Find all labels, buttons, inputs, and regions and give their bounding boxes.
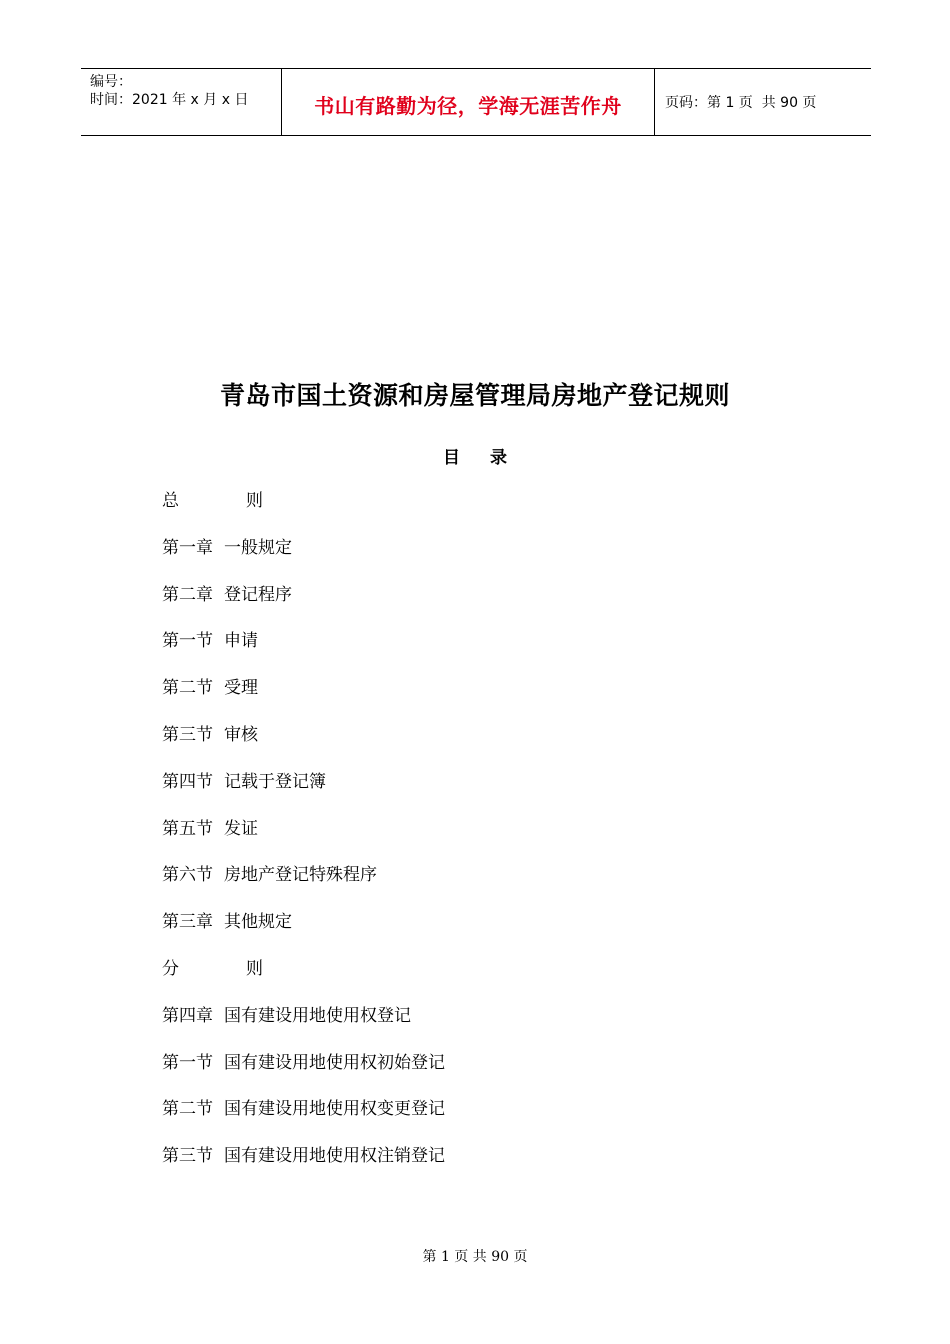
header-meta (81, 69, 282, 135)
toc-item-text: 其他规定 (224, 912, 292, 933)
toc-item[interactable] (162, 862, 445, 909)
toc-item-number: 第三章 (162, 912, 213, 933)
page-header (81, 68, 871, 136)
toc-item[interactable] (162, 675, 445, 722)
toc-item-text: 审核 (224, 724, 258, 745)
toc-item[interactable] (162, 628, 445, 675)
toc-item-number: 第四章 (162, 1005, 213, 1026)
toc-item[interactable] (162, 816, 445, 863)
toc-item-number: 第一节 (162, 631, 213, 652)
toc-item[interactable] (162, 1096, 445, 1143)
toc-item-number: 第三节 (162, 1146, 213, 1167)
toc-item[interactable] (162, 1050, 445, 1097)
toc-item[interactable] (162, 1003, 445, 1050)
toc-item-text: 申请 (224, 631, 258, 652)
table-of-contents (162, 488, 445, 1190)
toc-item-text: 受理 (224, 678, 258, 699)
toc-item-text: 国有建设用地使用权注销登记 (224, 1146, 445, 1167)
toc-heading-left: 目 (443, 448, 460, 468)
toc-item[interactable] (162, 909, 445, 956)
document-title: 青岛市国土资源和房屋管理局房地产登记规则 (219, 381, 730, 410)
number-label: 编号： (90, 74, 132, 90)
time-label: 时间：2021 年 x 月 x 日 (90, 92, 249, 108)
toc-item-number: 第二章 (162, 584, 213, 605)
toc-specific-first: 分 (162, 958, 179, 979)
toc-item-number: 第一节 (162, 1052, 213, 1073)
toc-heading (0, 443, 950, 468)
toc-item-text: 发证 (224, 818, 258, 839)
toc-item[interactable] (162, 582, 445, 629)
page-info-text: 页码：第 1 页 共 90 页 (665, 95, 817, 111)
toc-item-number: 第三节 (162, 724, 213, 745)
toc-item-number: 第六节 (162, 865, 213, 886)
toc-item-text: 国有建设用地使用权初始登记 (224, 1052, 445, 1073)
toc-item[interactable] (162, 1143, 445, 1190)
toc-item-general[interactable] (162, 488, 445, 535)
toc-item-text: 记载于登记簿 (224, 771, 326, 792)
toc-specific-second: 则 (246, 958, 263, 979)
toc-item[interactable] (162, 535, 445, 582)
page-footer: 第 1 页 共 90 页 (422, 1249, 528, 1265)
toc-item-text: 国有建设用地使用权登记 (224, 1005, 411, 1026)
toc-item-text: 一般规定 (224, 537, 292, 558)
toc-item-text: 登记程序 (224, 584, 292, 605)
toc-item-number: 第五节 (162, 818, 213, 839)
toc-item-number: 第一章 (162, 537, 213, 558)
toc-item[interactable] (162, 722, 445, 769)
toc-general-second: 则 (246, 491, 263, 511)
toc-heading-right: 录 (490, 448, 507, 468)
toc-item[interactable] (162, 769, 445, 816)
motto-text: 书山有路勤为径，学海无涯苦作舟 (314, 93, 622, 118)
toc-item-number: 第二节 (162, 1099, 213, 1120)
toc-item-text: 国有建设用地使用权变更登记 (224, 1099, 445, 1120)
header-page-info (655, 69, 871, 135)
toc-item-text: 房地产登记特殊程序 (224, 865, 377, 886)
toc-item-number: 第四节 (162, 771, 213, 792)
header-motto-cell (282, 69, 655, 135)
toc-general-first: 总 (162, 491, 179, 511)
toc-item-specific[interactable] (162, 956, 445, 1003)
toc-item-number: 第二节 (162, 678, 213, 699)
